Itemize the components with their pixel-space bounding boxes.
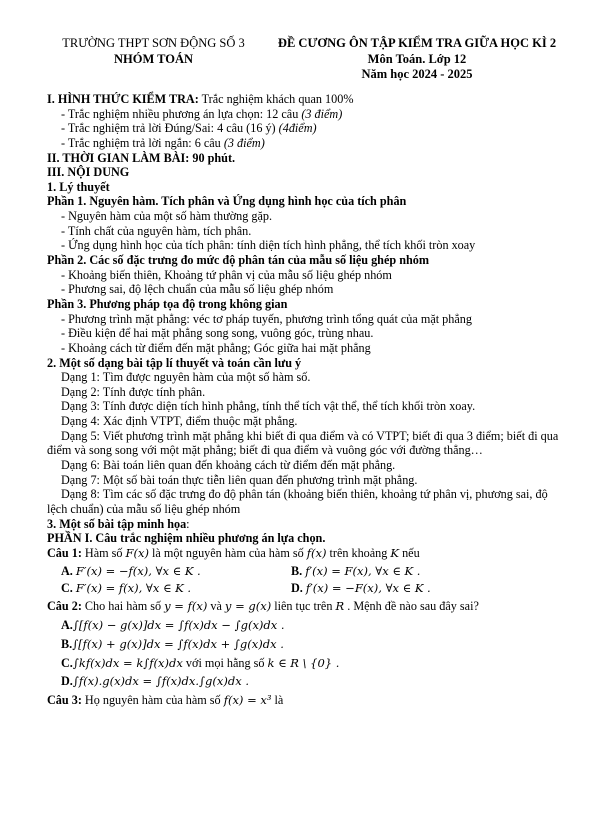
examples-colon: :	[186, 516, 190, 531]
question-text: trên khoảng	[326, 545, 391, 560]
option-label: D.	[291, 581, 303, 596]
exercise-type-item: Dạng 5: Viết phương trình mặt phẳng khi biết đi qua điểm và có VTPT; biết đi qua 3 điểm; biết đi qua điểm và song song với một mặt phẳng; biết đi qua điểm và vuông góc với đường thẳng…	[47, 428, 559, 458]
option-expression: ∫kf(x)dx = k∫f(x)dx	[72, 655, 183, 670]
option-label: B.	[61, 636, 73, 651]
theory-heading: 1. Lý thuyết	[47, 179, 110, 194]
part-2-item: - Khoảng biến thiên, Khoảng tứ phân vị của mẫu số liệu ghép nhóm	[61, 267, 392, 282]
math-expression: y = f(x)	[164, 599, 208, 614]
part-3-item: - Điều kiện để hai mặt phẳng song song, vuông góc, trùng nhau.	[61, 326, 374, 341]
exam-format-text: - Trắc nghiệm nhiều phương án lựa chọn: 12 câu	[61, 106, 302, 121]
question-1-options-row	[47, 564, 567, 579]
question-label: Câu 3:	[47, 693, 82, 708]
exam-format-item	[47, 121, 567, 136]
option-text: với mọi hằng số	[182, 655, 268, 670]
exercise-type-item: Dạng 3: Tính được diện tích hình phẳng, tính thể tích vật thể, thể tích khối tròn xoay.	[61, 399, 476, 414]
option-expression: f′(x) = −F(x), ∀x ∈ K .	[305, 581, 431, 596]
question-text: Cho hai hàm số	[81, 599, 165, 614]
option-b	[47, 637, 567, 652]
exam-format-text: - Trắc nghiệm trả lời Đúng/Sai: 4 câu (16 ý)	[61, 121, 279, 136]
question-text: và	[207, 599, 225, 614]
question-text: . Mệnh đề nào sau đây sai?	[344, 599, 479, 614]
option-expression: F′(x) = f(x), ∀x ∈ K .	[75, 581, 192, 596]
exercise-type-item: Dạng 7: Một số bài toán thực tiễn liên quan đến phương trình mặt phẳng.	[61, 472, 418, 487]
exercise-type-item: Dạng 1: Tìm được nguyên hàm của một số hàm số.	[61, 370, 311, 385]
math-expression: R	[335, 599, 345, 614]
header-right	[262, 36, 572, 83]
exercise-type-item: Dạng 2: Tính được tính phân.	[61, 384, 206, 399]
question-text: là một nguyên hàm của hàm số	[149, 545, 307, 560]
question-2	[47, 599, 567, 614]
exam-format-item	[47, 107, 567, 122]
option-expression: ∫[f(x) + g(x)]dx = ∫f(x)dx + ∫g(x)dx .	[72, 636, 284, 651]
option-label: A.	[61, 563, 73, 578]
examples-title: 3. Một số bài tập minh họa	[47, 516, 187, 531]
part-1-heading: Phần 1. Nguyên hàm. Tích phân và Ứng dụng hình học của tích phân	[47, 194, 407, 209]
question-1	[47, 546, 567, 561]
option-label: B.	[291, 563, 303, 578]
part-1-item: - Tính chất của nguyên hàm, tích phân.	[61, 223, 252, 238]
exercise-types-heading: 2. Một số dạng bài tập lí thuyết và toán cần lưu ý	[47, 355, 302, 370]
section-2-heading: II. THỜI GIAN LÀM BÀI: 90 phút.	[47, 150, 236, 165]
question-text: liên tục trên	[271, 599, 336, 614]
part-3-item: - Phương trình mặt phẳng: véc tơ pháp tuyến, phương trình tổng quát của mặt phẳng	[61, 311, 472, 326]
exercise-type-item: Dạng 4: Xác định VTPT, điểm thuộc mặt phẳng.	[61, 414, 298, 429]
option-a	[61, 564, 291, 579]
question-label: Câu 2:	[47, 599, 82, 614]
examples-heading	[47, 517, 567, 532]
question-label: Câu 1:	[47, 545, 82, 560]
section-1-heading	[47, 92, 567, 107]
option-c	[61, 581, 291, 596]
group-name: NHÓM TOÁN	[113, 51, 194, 66]
part-1-item: - Ứng dụng hình học của tích phân: tính diện tích hình phẳng, thể tích khối tròn xoay	[61, 238, 476, 253]
document-title: ĐỀ CƯƠNG ÔN TẬP KIỂM TRA GIỮA HỌC KÌ 2	[277, 36, 557, 50]
option-expression: F′(x) = −f(x), ∀x ∈ K .	[75, 563, 201, 578]
part-i-heading: PHẦN I. Câu trắc nghiệm nhiều phương án lựa chọn.	[47, 531, 326, 546]
school-year: Năm học 2024 - 2025	[361, 67, 473, 82]
option-expression: f′(x) = F(x), ∀x ∈ K .	[305, 563, 421, 578]
option-expression: ∫f(x).g(x)dx = ∫f(x)dx.∫g(x)dx .	[72, 674, 250, 689]
section-1-title-rest: Trắc nghiệm khách quan 100%	[198, 92, 354, 106]
question-text: Hàm số	[81, 545, 126, 560]
section-3-heading: III. NỘI DUNG	[47, 165, 130, 180]
math-expression: f(x) = x³	[223, 693, 272, 708]
option-expression: k ∈ R \ {0} .	[267, 655, 340, 670]
exam-format-note: (3 điểm)	[301, 106, 343, 121]
section-1-title: I. HÌNH THỨC KIỂM TRA:	[47, 92, 199, 106]
question-1-options-row	[47, 581, 567, 596]
math-expression: K	[390, 545, 400, 560]
exam-format-item	[47, 136, 567, 151]
question-text: là	[271, 693, 284, 708]
question-3	[47, 693, 567, 708]
exam-format-text: - Trắc nghiệm trả lời ngắn: 6 câu	[61, 135, 224, 150]
exam-format-note: (3 điểm)	[223, 135, 265, 150]
header-left	[36, 36, 271, 67]
math-expression: y = g(x)	[224, 599, 272, 614]
part-2-heading: Phần 2. Các số đặc trưng đo mức độ phân tán của mẫu số liệu ghép nhóm	[47, 253, 430, 268]
school-name: TRƯỜNG THPT SƠN ĐỘNG SỐ 3	[62, 36, 245, 50]
part-1-item: - Nguyên hàm của một số hàm thường gặp.	[61, 209, 273, 224]
option-label: A.	[61, 618, 73, 633]
option-label: C.	[61, 581, 73, 596]
option-a	[47, 618, 567, 633]
option-d	[47, 674, 567, 689]
subject-line: Môn Toán. Lớp 12	[367, 51, 467, 66]
question-text: Họ nguyên hàm của hàm số	[81, 693, 224, 708]
option-b	[291, 564, 521, 579]
exercise-type-item: Dạng 6: Bài toán liên quan đến khoảng cách từ điểm đến mặt phẳng.	[61, 458, 396, 473]
option-expression: ∫[f(x) − g(x)]dx = ∫f(x)dx − ∫g(x)dx .	[72, 618, 285, 633]
exam-format-note: (4điểm)	[278, 121, 317, 136]
math-expression: F(x)	[125, 545, 149, 560]
option-d	[291, 581, 521, 596]
exercise-type-item: Dạng 8: Tìm các số đặc trưng đo độ phân tán (khoảng biến thiên, khoảng tứ phân vị, phương sai, độ lệch chuẩn) của mẫu số liệu ghép nhóm	[47, 487, 548, 516]
part-2-item: - Phương sai, độ lệch chuẩn của mẫu số liệu ghép nhóm	[61, 282, 334, 297]
option-label: D.	[61, 674, 73, 689]
document-body	[47, 92, 567, 708]
option-c	[47, 656, 567, 671]
part-3-heading: Phần 3. Phương pháp tọa độ trong không gian	[47, 296, 288, 311]
question-text: nếu	[399, 545, 420, 560]
math-expression: f(x)	[306, 545, 327, 560]
part-3-item: - Khoảng cách từ điểm đến mặt phẳng; Góc giữa hai mặt phẳng	[61, 340, 371, 355]
option-label: C.	[61, 655, 73, 670]
